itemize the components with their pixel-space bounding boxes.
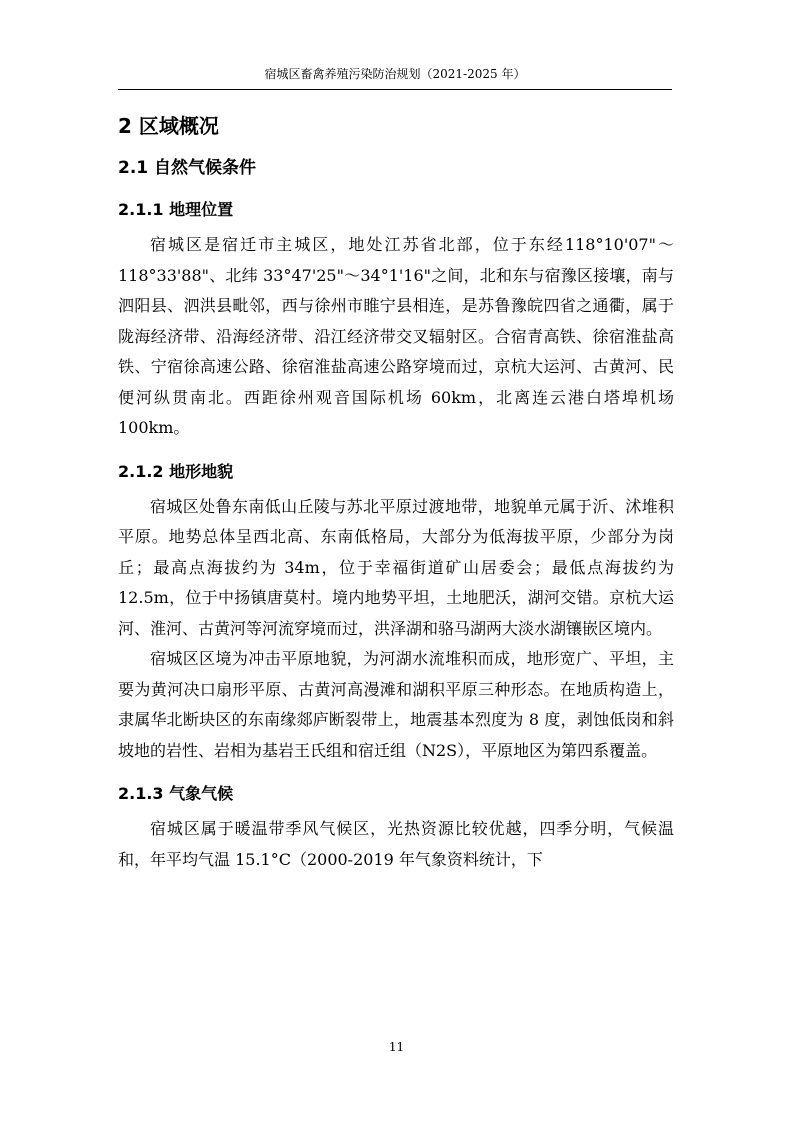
section-title: 2.1 自然气候条件: [118, 158, 257, 178]
running-header: 宿城区畜禽养殖污染防治规划（2021-2025 年）: [264, 67, 526, 81]
chapter-title: 2 区域概况: [118, 114, 219, 138]
paragraph-location: 宿城区是宿迁市主城区，地处江苏省北部，位于东经118°10'07"～118°33'88"、北纬 33°47'25"～34°1'16"之间，北和东与宿豫区接壤，南与泗阳县、泗洪县毗邻，西与徐州市睢宁县相连，是苏鲁豫皖四省之通衢，属于陇海经济带、沿海经济带、沿江经济带交叉辐射区。合宿青高铁、徐宿淮盐高铁、宁宿徐高速公路、徐宿淮盐高速公路穿境而过，京杭大运河、古黄河、民便河纵贯南北。西距徐州观音国际机场 60km，北离连云港白塔埠机场 100km。: [118, 235, 674, 437]
page-content: [118, 108, 674, 875]
header-rule: [118, 89, 672, 90]
subsection-title-climate: 2.1.3 气象气候: [118, 784, 234, 803]
paragraph-terrain-1: 宿城区处鲁东南低山丘陵与苏北平原过渡地带，地貌单元属于沂、沭堆积平原。地势总体呈西北高、东南低格局，大部分为低海拔平原，少部分为岗丘；最高点海拔约为 34m，位于幸福街道矿山居委会；最低点海拔约为 12.5m，位于中扬镇唐莫村。境内地势平坦，土地肥沃，湖河交错。京杭大运河、淮河、古黄河等河流穿境而过，洪泽湖和骆马湖两大淡水湖镶嵌区境内。: [118, 496, 674, 638]
subsection-title-location: 2.1.1 地理位置: [118, 200, 234, 219]
page-number: 11: [388, 1040, 405, 1054]
subsection-title-terrain: 2.1.2 地形地貌: [118, 461, 234, 481]
paragraph-terrain-2: 宿城区区境为冲击平原地貌，为河湖水流堆积而成，地形宽广、平坦，主要为黄河决口扇形平原、古黄河高漫滩和湖积平原三种形态。在地质构造上，隶属华北断块区的东南缘郯庐断裂带上，地震基本烈度为 8 度，剥蚀低岗和斜坡地的岩性、岩相为基岩王氏组和宿迁组（N2S），平原地区为第四系覆盖。: [118, 649, 674, 760]
paragraph-climate: 宿城区属于暖温带季风气候区，光热资源比较优越，四季分明，气候温和，年平均气温 15.1°C（2000-2019 年气象资料统计，下: [118, 819, 674, 869]
